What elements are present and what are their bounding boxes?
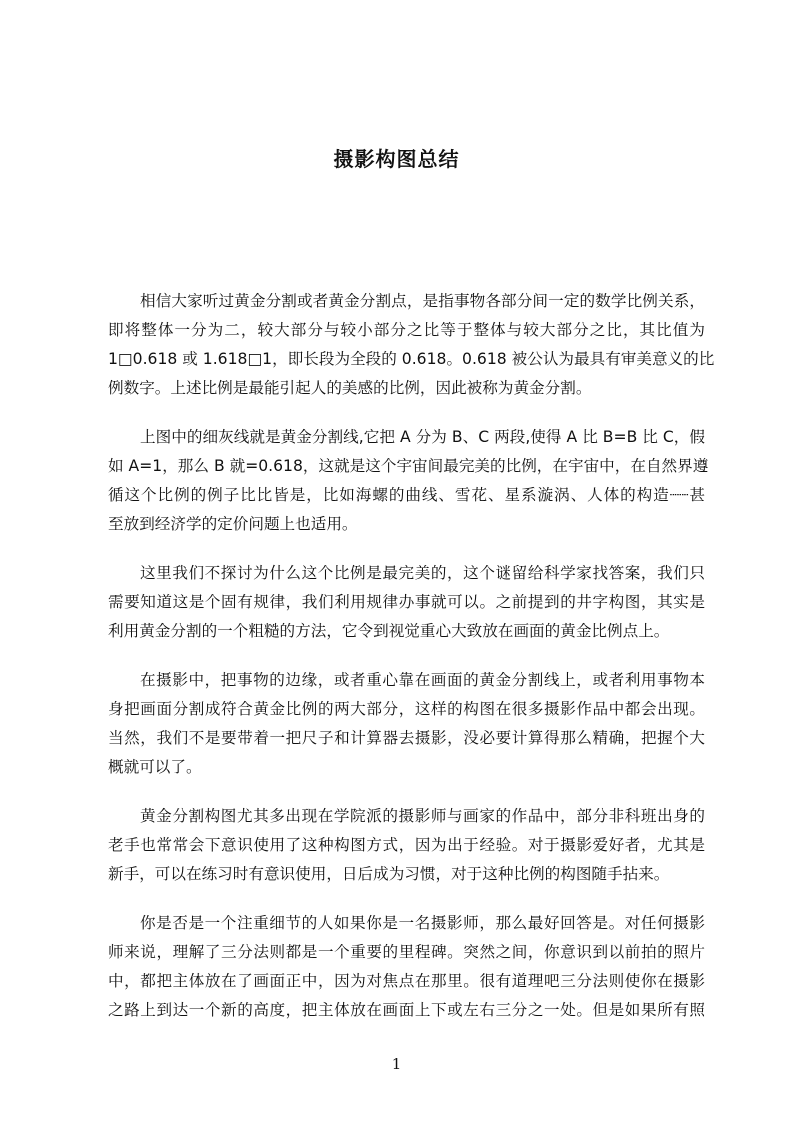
page-title: 摄影构图总结 (333, 147, 460, 171)
paragraph-line: 利用黄金分割的一个粗糙的方法，它令到视觉重心大致放在画面的黄金比例点上。 (108, 622, 670, 640)
paragraph-line: 你是否是一个注重细节的人如果你是一名摄影师，那么最好回答是。对任何摄影 (140, 914, 705, 932)
paragraph-line: 在摄影中，把事物的边缘，或者重心靠在画面的黄金分割线上，或者利用事物本 (140, 671, 705, 689)
paragraph-line: 至放到经济学的定价问题上也适用。 (108, 515, 358, 533)
paragraph (108, 802, 705, 889)
paragraph-line: 循这个比例的例子比比皆是，比如海螺的曲线、雪花、星系漩涡、人体的构造┈┈甚 (108, 486, 705, 504)
paragraph-line: 老手也常常会下意识使用了这种构图方式，因为出于经验。对于摄影爱好者，尤其是 (108, 836, 705, 854)
paragraph (108, 666, 705, 782)
paragraph-line: 黄金分割构图尤其多出现在学院派的摄影师与画家的作品中，部分非科班出身的 (140, 807, 705, 825)
paragraph-line: 新手，可以在练习时有意识使用，日后成为习惯，对于这种比例的构图随手拈来。 (108, 865, 670, 883)
paragraph (108, 287, 715, 403)
paragraph-line: 之路上到达一个新的高度，把主体放在画面上下或左右三分之一处。但是如果所有照 (108, 1001, 705, 1019)
paragraph-line: 如 A=1，那么 B 就=0.618，这就是这个宇宙间最完美的比例，在宇宙中，在自然界遵 (108, 457, 709, 475)
page-number: 1 (391, 1055, 402, 1073)
paragraph-line: 1□0.618 或 1.618□1，即长段为全段的 0.618。0.618 被公认为最具有审美意义的比 (108, 350, 715, 368)
paragraph-line: 上图中的细灰线就是黄金分割线,它把 A 分为 B、C 两段,使得 A 比 B=B 比 C，假 (140, 428, 705, 446)
paragraph-line: 身把画面分割成符合黄金比例的两大部分，这样的构图在很多摄影作品中都会出现。 (108, 700, 705, 718)
paragraph-line: 需要知道这是个固有规律，我们利用规律办事就可以。之前提到的井字构图，其实是 (108, 593, 705, 611)
paragraph-line: 师来说，理解了三分法则都是一个重要的里程碑。突然之间，你意识到以前拍的照片 (108, 943, 705, 961)
paragraph-line: 即将整体一分为二，较大部分与较小部分之比等于整体与较大部分之比，其比值为 (108, 321, 705, 339)
paragraph-line: 例数字。上述比例是最能引起人的美感的比例，因此被称为黄金分割。 (108, 379, 592, 397)
paragraph-line: 当然，我们不是要带着一把尺子和计算器去摄影，没必要计算得那么精确，把握个大 (108, 729, 705, 747)
paragraph (108, 423, 709, 539)
paragraph (108, 559, 705, 646)
paragraph-line: 相信大家听过黄金分割或者黄金分割点，是指事物各部分间一定的数学比例关系， (140, 292, 705, 310)
paragraph-line: 概就可以了。 (108, 758, 202, 776)
paragraph (108, 909, 705, 1025)
document-body (108, 287, 715, 1045)
paragraph-line: 这里我们不探讨为什么这个比例是最完美的，这个谜留给科学家找答案，我们只 (140, 564, 705, 582)
paragraph-line: 中，都把主体放在了画面正中，因为对焦点在那里。很有道理吧三分法则使你在摄影 (108, 972, 705, 990)
